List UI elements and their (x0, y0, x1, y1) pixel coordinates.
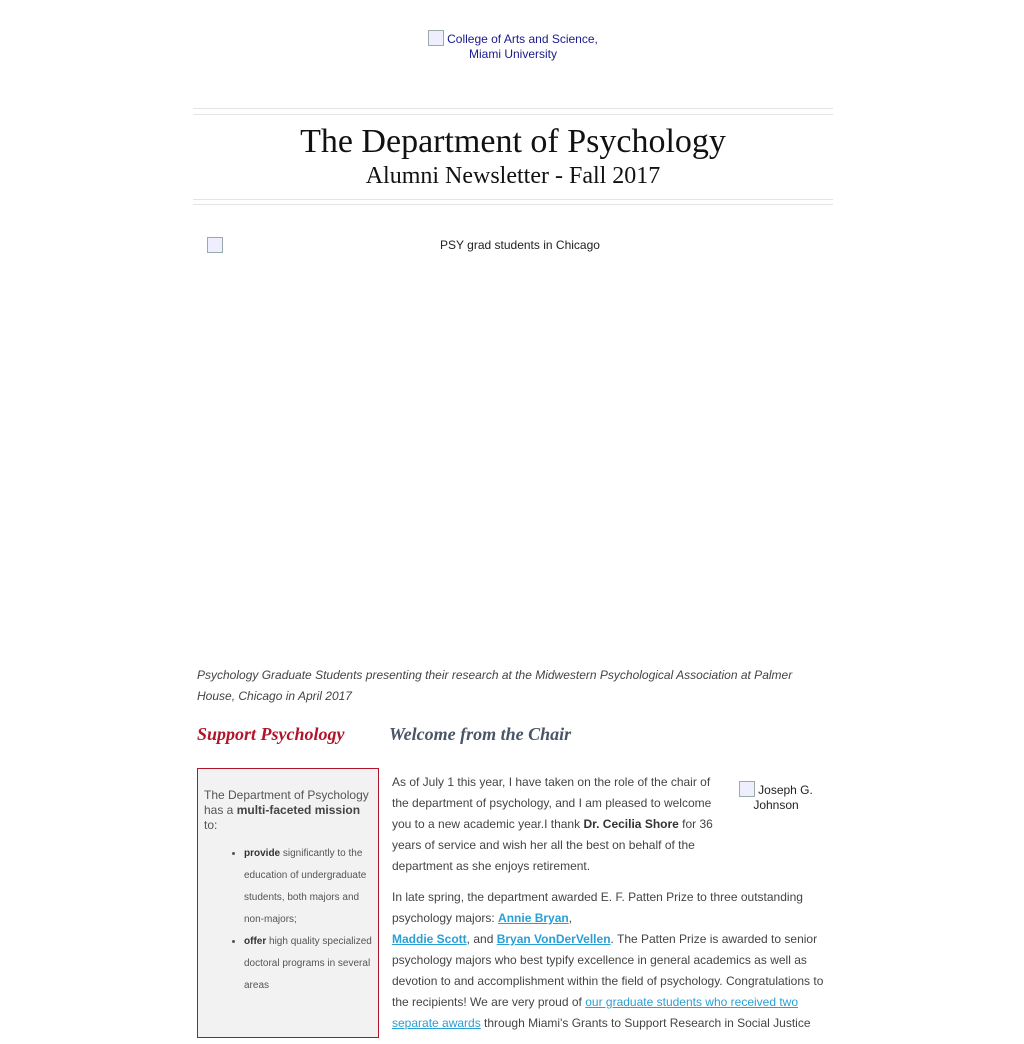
support-heading[interactable]: Support Psychology (197, 724, 345, 744)
paragraph-text: , and (466, 932, 497, 946)
bryan-vondervellen-link[interactable]: Bryan VonDerVellen (496, 932, 611, 946)
list-item (244, 843, 372, 931)
paragraph-bold: Dr. Cecilia Shore (583, 817, 679, 831)
paragraph-text: for 36 years of service and wish her all the best on behalf of the department as she enjoys retirement. (392, 817, 713, 873)
mission-intro (204, 788, 372, 833)
hero-image (207, 237, 819, 657)
list-item-bold: provide (244, 848, 281, 859)
annie-bryan-link[interactable]: Annie Bryan (498, 911, 569, 925)
divider (193, 108, 833, 109)
college-logo-link[interactable] (422, 30, 604, 62)
paragraph-text: In late spring, the department awarded E. F. Patten Prize to three outstanding psychology majors: (392, 890, 803, 925)
list-item-text: high quality specialized doctoral programs in several areas (244, 936, 372, 991)
grad-awards-link[interactable]: our graduate students who received two separate awards (392, 995, 799, 1030)
paragraph (392, 772, 716, 877)
mission-intro-bold: multi-faceted mission (236, 803, 361, 817)
welcome-heading: Welcome from the Chair (389, 724, 572, 744)
list-item (244, 931, 372, 997)
chair-letter (392, 772, 824, 1044)
masthead (193, 122, 833, 190)
chair-photo-alt: Joseph G. Johnson (753, 783, 813, 812)
logo-alt-text: College of Arts and Science, Miami University (447, 32, 598, 61)
divider (193, 114, 833, 115)
maddie-scott-link[interactable]: Maddie Scott (392, 932, 467, 946)
paragraph-text: through Miami's Grants to Support Research in Social Justice (480, 1016, 811, 1030)
paragraph-text: As of July 1 this year, I have taken on the role of the chair of the department of psychology, and I am pleased to welcome you to a new academic year.I thank (392, 775, 712, 831)
divider (193, 199, 833, 200)
page-title: The Department of Psychology (300, 123, 726, 160)
list-item-bold: offer (244, 936, 267, 947)
page-subtitle: Alumni Newsletter - Fall 2017 (365, 163, 661, 189)
paragraph-text: , (568, 911, 573, 925)
mission-list (204, 843, 372, 997)
list-item-text: significantly to the education of undergraduate students, both majors and non-majors; (244, 848, 367, 925)
mission-intro-text: The Department of Psychology has a (204, 788, 369, 817)
mission-box (197, 768, 379, 1038)
divider (193, 204, 833, 205)
hero-caption: Psychology Graduate Students presenting their research at the Midwestern Psychological Association at Palmer House, Chicago in April 2017 (197, 668, 793, 703)
paragraph (392, 887, 824, 1034)
hero-image-alt: PSY grad students in Chicago (440, 238, 600, 252)
mission-intro-text: to: (204, 818, 218, 832)
paragraph-text: . The Patten Prize is awarded to senior psychology majors who best typify excellence in general academics as well as devotion to and accomplishment within the field of psychology. Congratulations to the recipients! We are very proud of (392, 932, 824, 1009)
broken-image-icon (428, 30, 444, 46)
